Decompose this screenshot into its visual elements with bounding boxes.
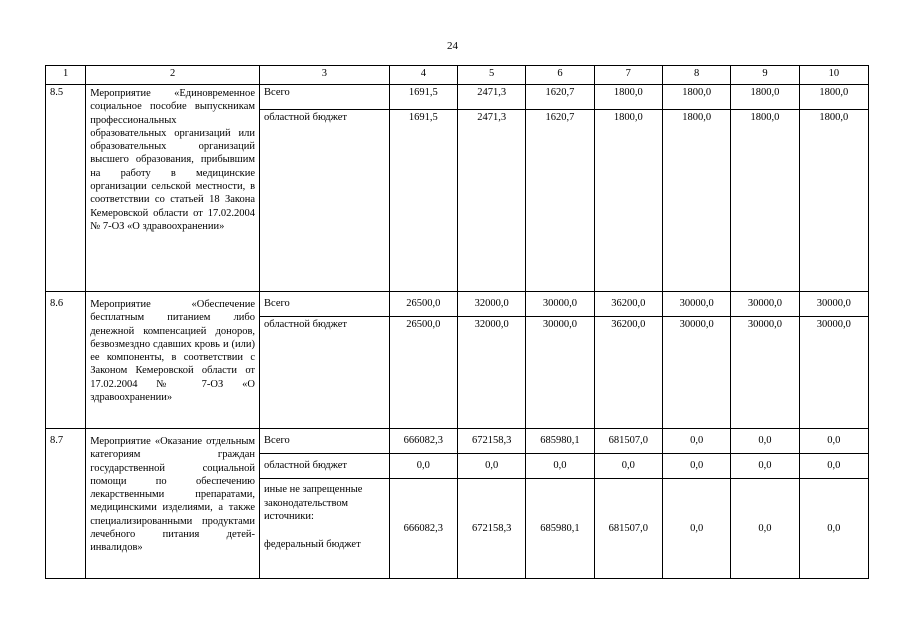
value-cell: 666082,3 — [389, 429, 457, 454]
column-header: 3 — [260, 66, 390, 85]
value-cell: 672158,3 — [457, 429, 525, 454]
funding-source: областной бюджет — [260, 317, 390, 429]
value-cell: 30000,0 — [799, 292, 868, 317]
column-header: 4 — [389, 66, 457, 85]
item-description: Мероприятие «Единовременное социальное пособие выпускникам профессиональных образовательных организаций или образовательных организаций высшего образования, прибывшим на работу в медицинские организации сельской местности, в соответствии со статьей 18 Закона Кемеровской области от 17.02.2004 № 7-ОЗ «О здравоохранении» — [86, 85, 260, 292]
funding-source-note: иные не запрещенные законодательством источники: — [264, 484, 363, 522]
value-cell: 0,0 — [662, 479, 730, 579]
value-cell: 0,0 — [731, 454, 799, 479]
value-cell: 30000,0 — [731, 317, 799, 429]
value-cell: 30000,0 — [662, 292, 730, 317]
column-header: 1 — [46, 66, 86, 85]
value-cell: 2471,3 — [457, 110, 525, 292]
value-cell: 26500,0 — [389, 292, 457, 317]
value-cell: 1800,0 — [731, 110, 799, 292]
value-cell: 30000,0 — [731, 292, 799, 317]
column-header: 10 — [799, 66, 868, 85]
value-cell: 0,0 — [526, 454, 594, 479]
value-cell: 0,0 — [731, 429, 799, 454]
value-cell: 0,0 — [799, 429, 868, 454]
item-number: 8.6 — [46, 292, 86, 429]
value-cell: 1691,5 — [389, 85, 457, 110]
funding-source: областной бюджет — [260, 110, 390, 292]
value-cell: 0,0 — [731, 479, 799, 579]
item-number: 8.7 — [46, 429, 86, 579]
value-cell: 0,0 — [594, 454, 662, 479]
item-number: 8.5 — [46, 85, 86, 292]
value-cell: 1691,5 — [389, 110, 457, 292]
funding-source: Всего — [260, 85, 390, 110]
value-cell: 1620,7 — [526, 85, 594, 110]
value-cell: 0,0 — [662, 429, 730, 454]
table-row — [46, 292, 869, 317]
item-description: Мероприятие «Обеспечение бесплатным питанием либо денежной компенсацией доноров, безвозмездно сдавших кровь и (или) ее компоненты, в соответствии с Законом Кемеровской области от 17.02.2004 № 7-ОЗ «О здравоохранении» — [86, 292, 260, 429]
value-cell: 26500,0 — [389, 317, 457, 429]
value-cell: 681507,0 — [594, 429, 662, 454]
table-row — [46, 429, 869, 454]
value-cell: 2471,3 — [457, 85, 525, 110]
value-cell: 1800,0 — [731, 85, 799, 110]
column-header: 9 — [731, 66, 799, 85]
value-cell: 685980,1 — [526, 479, 594, 579]
table-row — [46, 85, 869, 110]
funding-source-cell — [260, 479, 390, 579]
value-cell: 1800,0 — [594, 110, 662, 292]
column-header: 5 — [457, 66, 525, 85]
value-cell: 1800,0 — [662, 110, 730, 292]
value-cell: 30000,0 — [799, 317, 868, 429]
column-header: 6 — [526, 66, 594, 85]
value-cell: 30000,0 — [526, 292, 594, 317]
value-cell: 32000,0 — [457, 317, 525, 429]
value-cell: 1620,7 — [526, 110, 594, 292]
column-header: 7 — [594, 66, 662, 85]
value-cell: 0,0 — [799, 479, 868, 579]
value-cell: 1800,0 — [662, 85, 730, 110]
value-cell: 685980,1 — [526, 429, 594, 454]
value-cell: 36200,0 — [594, 292, 662, 317]
value-cell: 1800,0 — [799, 110, 868, 292]
value-cell: 0,0 — [457, 454, 525, 479]
program-table — [45, 65, 869, 579]
value-cell: 30000,0 — [662, 317, 730, 429]
column-header: 8 — [662, 66, 730, 85]
column-header: 2 — [86, 66, 260, 85]
value-cell: 681507,0 — [594, 479, 662, 579]
funding-source: Всего — [260, 292, 390, 317]
value-cell: 1800,0 — [799, 85, 868, 110]
value-cell: 0,0 — [389, 454, 457, 479]
funding-source: областной бюджет — [260, 454, 390, 479]
value-cell: 0,0 — [799, 454, 868, 479]
page-number: 24 — [447, 40, 458, 52]
value-cell: 672158,3 — [457, 479, 525, 579]
value-cell: 32000,0 — [457, 292, 525, 317]
value-cell: 1800,0 — [594, 85, 662, 110]
value-cell: 666082,3 — [389, 479, 457, 579]
funding-source: федеральный бюджет — [264, 538, 361, 550]
item-description: Мероприятие «Оказание отдельным категориям граждан государственной социальной помощи по обеспечению лекарственными препаратами, медицинскими изделиями, а также специализированными продуктами лечебного питания детей-инвалидов» — [86, 429, 260, 579]
value-cell: 0,0 — [662, 454, 730, 479]
funding-source: Всего — [260, 429, 390, 454]
table-header-row — [46, 66, 869, 85]
value-cell: 30000,0 — [526, 317, 594, 429]
value-cell: 36200,0 — [594, 317, 662, 429]
